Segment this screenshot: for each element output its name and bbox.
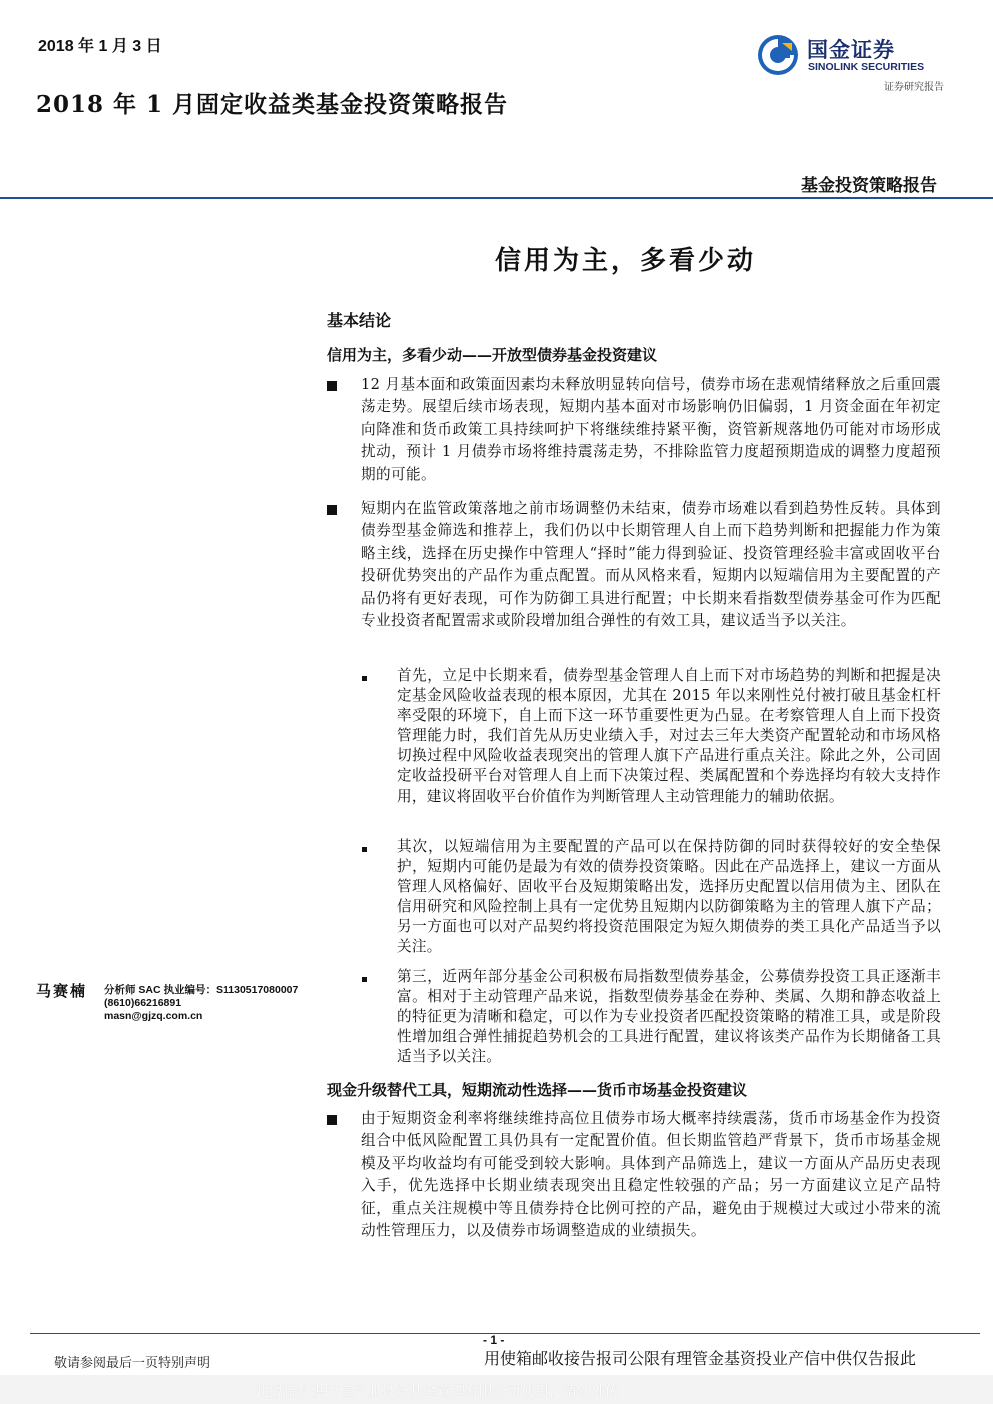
company-logo <box>756 33 946 93</box>
paragraph-money-market: 由于短期资金利率将继续维持高位且债券市场大概率持续震荡，货币市场基金作为投资组合中低风险配置工具仍具有一定配置价值。但长期监管趋严背景下，货币市场基金规模及平均收益均有可能受到较大影响。具体到产品筛选上，建议一方面从产品历史表现入手，优先选择中长期业绩表现突出且稳定性较强的产品；另一方面建议立足产品特征，重点关注规模中等且债券持仓比例可控的产品，避免由于规模过大或过小带来的流动性管理压力，以及债券市场调整造成的业绩损失。 <box>361 1110 941 1240</box>
footer-watermark-text: 此报告仅供中信产业投资基金管理有限公司使用，请勿外传 <box>255 1384 619 1400</box>
headline: 信用为主，多看少动 <box>495 246 757 276</box>
page-number: - 1 - <box>483 1333 505 1347</box>
report-category: 基金投资策略报告 <box>801 176 937 196</box>
analyst-name: 马赛楠 <box>36 982 88 1000</box>
paragraph-third-point: 第三，近两年部分基金公司积极布局指数型债券基金，公募债券投资工具正逐渐丰富。相对于主动管理产品来说，指数型债券基金在券种、类属、久期和静态收益上的特征更为清晰和稳定，可以作为专业投资者匹配投资策略的精准工具，或是阶段性增加组合弹性捕捉趋势机会的工具进行配置，建议将该类产品作为长期储备工具适当予以关注。 <box>397 968 941 1066</box>
sub-bullet-marker <box>362 847 367 852</box>
analyst-phone: (8610)66216891 <box>104 997 182 1009</box>
subsection-title-money-market: 现金升级替代工具，短期流动性选择——货币市场基金投资建议 <box>327 1081 748 1099</box>
disclaimer-note: 敬请参阅最后一页特别声明 <box>54 1356 211 1371</box>
subsection-title-bond-funds: 信用为主，多看少动——开放型债券基金投资建议 <box>327 346 658 364</box>
footer-usage-note: 用使箱邮收接告报司公限有理管金基资投业产信中供仅告报此 <box>484 1349 917 1368</box>
header-divider <box>0 197 993 199</box>
sinolink-logo-icon <box>756 33 800 77</box>
analyst-contact <box>104 984 298 1023</box>
logo-chinese-name: 国金证券 <box>807 38 895 62</box>
bullet-marker <box>327 505 337 515</box>
logo-english-name: SINOLINK SECURITIES <box>808 61 925 73</box>
report-title: 2018 年 1 月固定收益类基金投资策略报告 <box>36 91 509 118</box>
paragraph-second-point: 其次，以短端信用为主要配置的产品可以在保持防御的同时获得较好的安全垫保护，短期内可能仍是最为有效的债券投资策略。因此在产品选择上，建议一方面从管理人风格偏好、固收平台及短期策略出发，选择历史配置以信用债为主、团队在信用研究和风险控制上具有一定优势且短期内以防御策略为主的管理人旗下产品；另一方面也可以对产品契约将投资范围限定为短久期债券的类工具化产品适当予以关注。 <box>397 838 941 956</box>
paragraph-market-outlook: 12 月基本面和政策面因素均未释放明显转向信号，债券市场在悲观情绪释放之后重回震荡走势。展望后续市场表现，短期内基本面对市场影响仍旧偏弱，1 月资金面在年初定向降准和货币政策工具持续呵护下将继续维持紧平衡，资管新规落地仍可能对市场形成扰动，预计 1 月债券市场将维持震荡走势，不排除监管力度超预期造成的调整力度超预期的可能。 <box>361 376 941 483</box>
analyst-email: masn@gjzq.com.cn <box>104 1010 203 1022</box>
bullet-marker <box>327 1115 337 1125</box>
sub-bullet-marker <box>362 676 367 681</box>
paragraph-fund-selection: 短期内在监管政策落地之前市场调整仍未结束，债券市场难以看到趋势性反转。具体到债券型基金筛选和推荐上，我们仍以中长期管理人自上而下趋势判断和把握能力作为策略主线，选择在历史操作中管理人“择时”能力得到验证、投资管理经验丰富或固收平台投研优势突出的产品作为重点配置。而从风格来看，短期内以短端信用为主要配置的产品仍将有更好表现，可作为防御工具进行配置；中长期来看指数型债券基金可作为匹配专业投资者配置需求或阶段增加组合弹性的有效工具，建议适当予以关注。 <box>361 500 941 630</box>
footer-divider <box>30 1333 980 1334</box>
bullet-marker <box>327 381 337 391</box>
report-date: 2018 年 1 月 3 日 <box>38 38 162 55</box>
sub-bullet-marker <box>362 977 367 982</box>
paragraph-first-point: 首先，立足中长期来看，债券型基金管理人自上而下对市场趋势的判断和把握是决定基金风险收益表现的根本原因，尤其在 2015 年以来刚性兑付被打破且基金杠杆率受限的环境下，自上而下这一环节重要性更为凸显。在考察管理人自上而下投资管理能力时，我们首先从历史业绩入手，对过去三年大类资产配置轮动和市场风格切换过程中风险收益表现突出的管理人旗下产品进行重点关注。除此之外，公司固定收益投研平台对管理人自上而下决策过程、类属配置和个券选择均有较大支持作用，建议将固收平台价值作为判断管理人主动管理能力的辅助依据。 <box>397 667 941 805</box>
section-title: 基本结论 <box>327 311 392 330</box>
logo-subtitle: 证券研究报告 <box>884 82 944 93</box>
analyst-sac-id: 分析师 SAC 执业编号：S1130517080007 <box>104 984 299 996</box>
